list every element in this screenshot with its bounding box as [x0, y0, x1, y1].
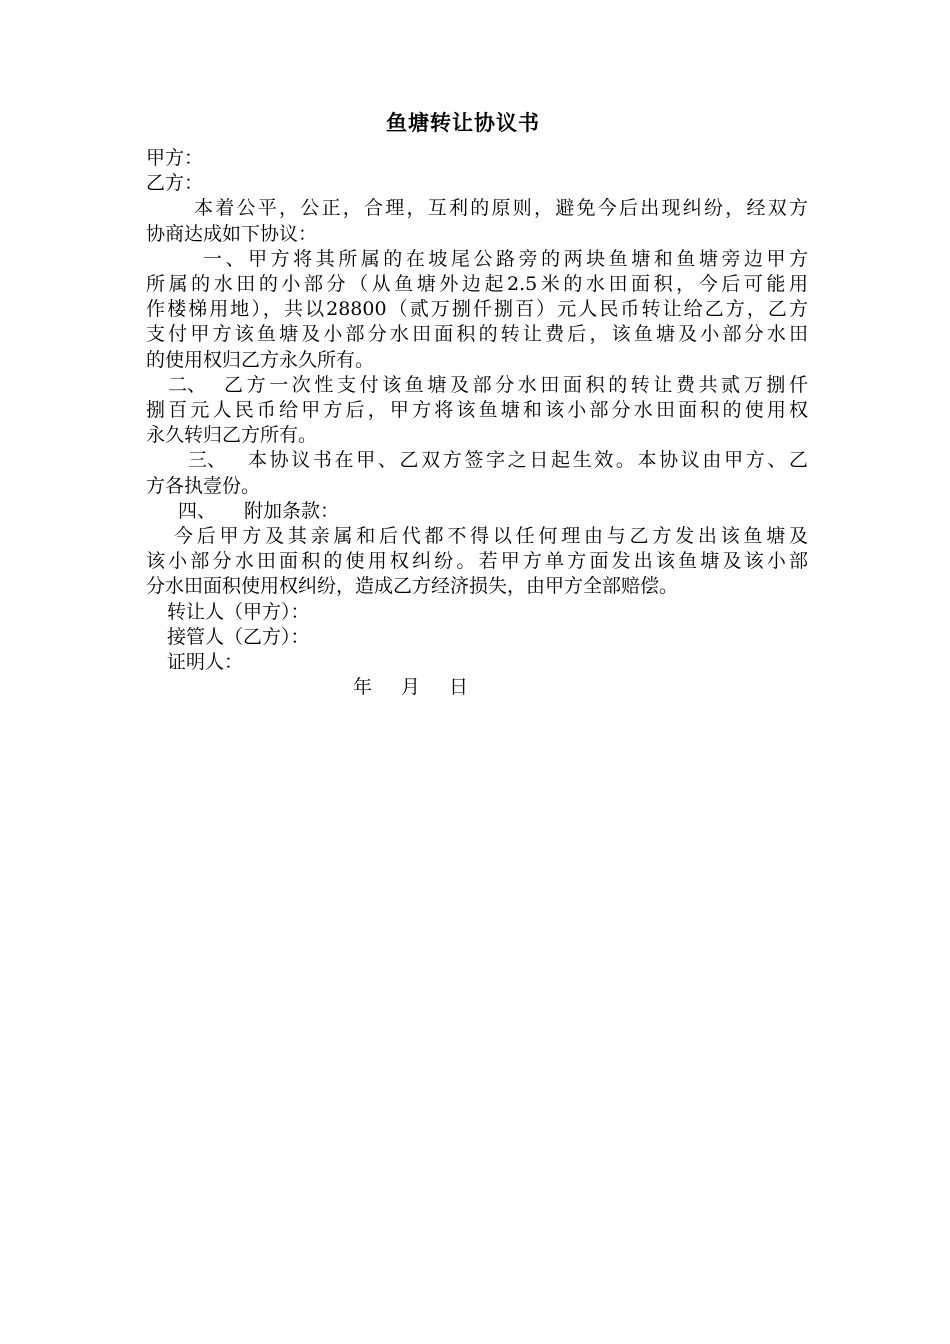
clause3-first-row: [146, 448, 808, 473]
clause3-line-2: 方各执壹份。: [146, 474, 261, 497]
clause2-line-2: 捌百元人民币给甲方后，甲方将该鱼塘和该小部分水田面积的使用权: [146, 399, 808, 422]
clause2-number: 二、: [168, 373, 207, 396]
intro-line-2: 协商达成如下协议：: [146, 222, 318, 245]
party-b-label: 乙方：: [146, 172, 204, 195]
date-day: 日: [449, 676, 469, 699]
supplement-line-3: 分水田面积使用权纠纷，造成乙方经济损失，由甲方全部赔偿。: [146, 575, 679, 598]
clause1-line-1: 一、甲方将其所属的在坡尾公路旁的两块鱼塘和鱼塘旁边甲方: [203, 247, 808, 270]
clause1-line-3: 作楼梯用地），共以28800（贰万捌仟捌百）元人民币转让给乙方，乙方: [146, 298, 808, 321]
clause2-first-row: [146, 373, 808, 398]
transferor-signature: 转让人（甲方）：: [167, 600, 310, 623]
clause2-line-3: 永久转归乙方所有。: [146, 424, 318, 447]
clause4-row: [146, 499, 808, 524]
receiver-signature: 接管人（乙方）：: [167, 625, 310, 648]
date-row: [146, 675, 808, 700]
clause4-heading: 附加条款：: [244, 499, 340, 522]
clause1-line-4: 支付甲方该鱼塘及小部分水田面积的转让费后，该鱼塘及小部分水田: [146, 323, 808, 346]
clause3-line-1: 本协议书在甲、乙双方签字之日起生效。本协议由甲方、乙: [248, 449, 808, 472]
intro-line-1: 本着公平，公正，合理，互利的原则，避免今后出现纠纷，经双方: [194, 197, 808, 220]
clause4-number: 四、: [178, 499, 217, 522]
clause1-line-5: 的使用权归乙方永久所有。: [146, 348, 375, 371]
supplement-line-1: 今后甲方及其亲属和后代都不得以任何理由与乙方发出该鱼塘及: [174, 525, 808, 548]
clause2-line-1: 乙方一次性支付该鱼塘及部分水田面积的转让费共贰万捌仟: [224, 373, 808, 396]
clause1-line-2: 所属的水田的小部分（从鱼塘外边起2.5米的水田面积，今后可能用: [146, 273, 808, 296]
witness-signature: 证明人：: [167, 651, 244, 674]
party-a-label: 甲方：: [146, 147, 204, 169]
date-month: 月: [401, 676, 421, 699]
document-title: 鱼塘转让协议书: [386, 110, 540, 135]
document-body: [146, 146, 808, 700]
clause3-number: 三、: [188, 449, 227, 472]
date-year: 年: [353, 676, 373, 699]
supplement-line-2: 该小部分水田面积的使用权纠纷。若甲方单方面发出该鱼塘及该小部: [146, 550, 808, 573]
